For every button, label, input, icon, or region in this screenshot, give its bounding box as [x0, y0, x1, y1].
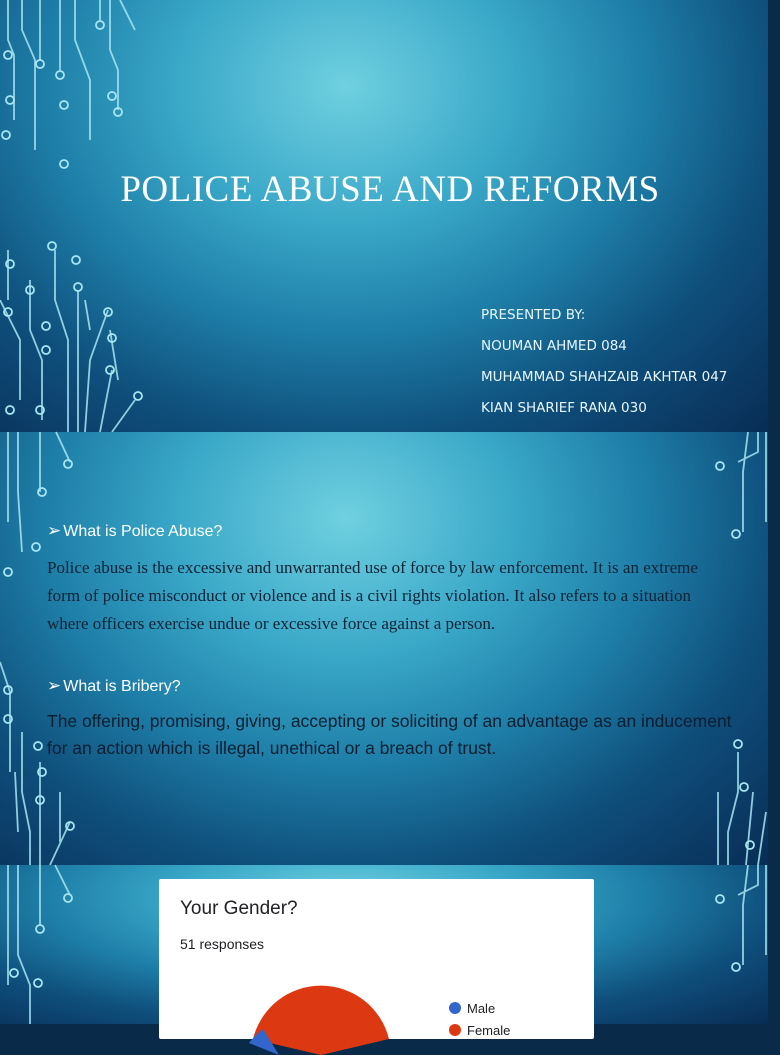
circuit-decoration-left	[0, 865, 80, 1024]
presenter-name: NOUMAN AHMED 084	[481, 338, 627, 354]
circuit-decoration-right	[698, 432, 768, 865]
presenter-name: MUHAMMAD SHAHZAIB AKHTAR 047	[481, 369, 728, 385]
arrow-bullet-icon: ➢	[47, 676, 62, 695]
presenter-list	[481, 306, 727, 430]
survey-slide	[0, 865, 768, 1038]
survey-response-card	[159, 879, 594, 1039]
police-abuse-definition: Police abuse is the excessive and unwarranted use of force by law enforcement. It is an extreme form of police misconduct or violence and is a civil rights violation. It also refers to a situation where officers exercise undue or excessive force against a person.	[47, 558, 698, 633]
question-text: What is Bribery?	[63, 678, 181, 695]
response-count: 51 responses	[180, 936, 265, 952]
slide-title: POLICE ABUSE AND REFORMS	[120, 169, 660, 210]
legend-dot-icon	[449, 1024, 461, 1036]
circuit-decoration-left	[0, 432, 110, 865]
title-slide	[0, 0, 768, 432]
gender-pie-chart	[219, 995, 399, 1055]
question-police-abuse	[47, 521, 222, 541]
definitions-slide	[0, 432, 768, 865]
question-text: What is Police Abuse?	[63, 523, 223, 540]
arrow-bullet-icon: ➢	[47, 521, 62, 540]
chart-legend	[449, 997, 510, 1041]
legend-label: Female	[467, 1022, 511, 1038]
presenter-name: KIAN SHARIEF RANA 030	[481, 400, 647, 416]
pie-slice-female	[253, 986, 389, 1055]
presented-by-label: PRESENTED BY:	[481, 307, 586, 323]
legend-item-male	[449, 997, 510, 1019]
survey-question-title: Your Gender?	[180, 898, 298, 919]
legend-dot-icon	[449, 1002, 461, 1014]
bribery-definition: The offering, promising, giving, accepting or soliciting of an advantage as an inducement for an action which is illegal, unethical or a breach of trust.	[47, 711, 732, 758]
circuit-decoration-right	[698, 865, 768, 1024]
question-bribery	[47, 676, 181, 696]
circuit-decoration-left	[0, 0, 160, 432]
legend-label: Male	[467, 1000, 496, 1016]
legend-item-female	[449, 1019, 510, 1041]
